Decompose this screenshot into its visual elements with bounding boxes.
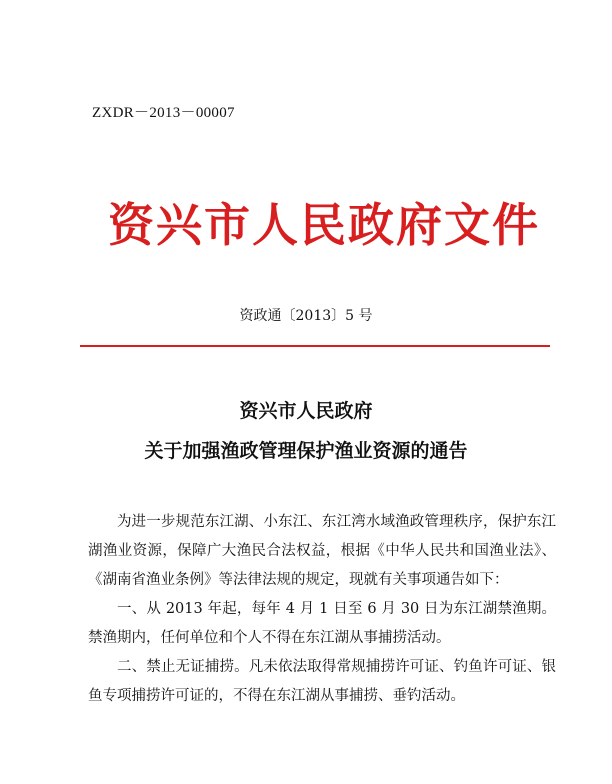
document-code: ZXDR－2013－00007 — [92, 105, 235, 121]
paragraph-item-1: 一、从 2013 年起，每年 4 月 1 日至 6 月 30 日为东江湖禁渔期。禁渔期内，任何单位和个人不得在东江湖从事捕捞活动。 — [88, 601, 556, 646]
notice-body — [88, 508, 556, 711]
document-number: 资政通〔2013〕5 号 — [239, 308, 373, 324]
paragraph-item-2: 二、禁止无证捕捞。凡未依法取得常规捕捞许可证、钓鱼许可证、银鱼专项捕捞许可证的，不得在东江湖从事捕捞、垂钓活动。 — [88, 659, 556, 704]
issuer-title: 资兴市人民政府文件 — [108, 198, 540, 252]
paragraph-intro: 为进一步规范东江湖、小东江、东江湾水域渔政管理秩序，保护东江湖渔业资源，保障广大渔民合法权益，根据《中华人民共和国渔业法》、《湖南省渔业条例》等法律法规的规定，现就有关事项通告如下： — [88, 514, 556, 588]
notice-title: 关于加强渔政管理保护渔业资源的通告 — [144, 440, 468, 462]
notice-title-issuer: 资兴市人民政府 — [239, 400, 373, 422]
red-divider — [80, 345, 550, 347]
